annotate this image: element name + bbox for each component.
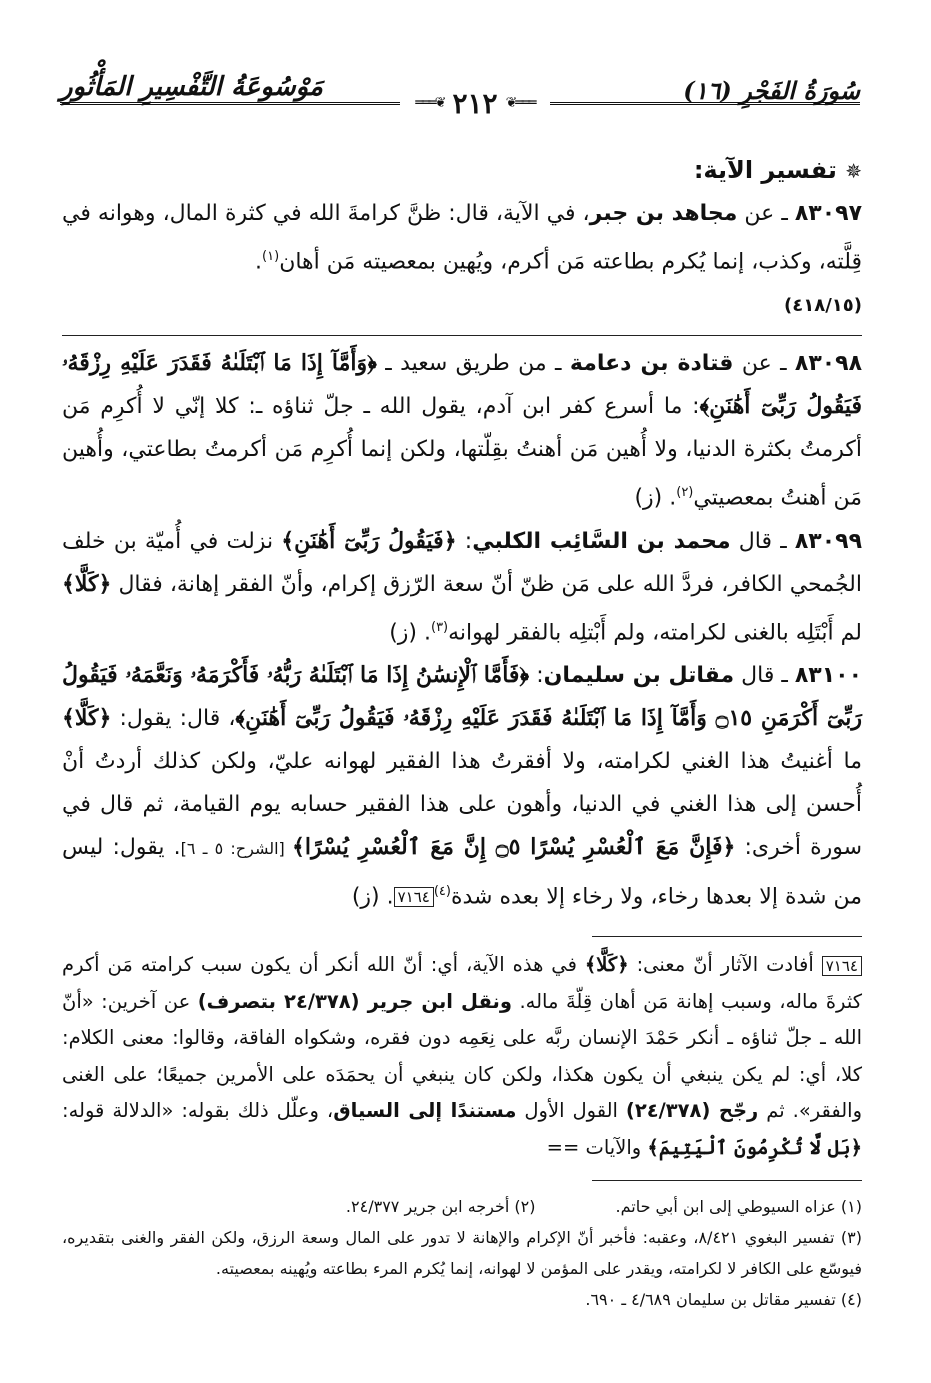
narrator: قتادة بن دعامة — [569, 351, 734, 377]
footnote-marker[interactable]: (٣) — [430, 619, 449, 635]
commentary-number-box: ٧١٦٤ — [822, 956, 862, 976]
narrator: محمد بن السَّائِب الكلبي — [472, 528, 731, 554]
quran-verse: ﴿بَل لَّا تُكْرِمُونَ ٱلْيَتِيمَ﴾ — [647, 1135, 862, 1159]
star-ornament-icon: ✵ — [845, 159, 862, 183]
footnote-marker[interactable]: (١) — [262, 249, 280, 264]
volume-reference: (٤١٨/١٥) — [784, 295, 862, 317]
entry-number: ٨٣٠٩٧ — [794, 201, 862, 226]
footnote-1: (١) عزاه السيوطي إلى ابن أبي حاتم. — [615, 1197, 862, 1217]
page-number-ornament — [400, 86, 550, 120]
page-body — [62, 148, 862, 1315]
quran-verse: ﴿كَلَّا﴾ — [584, 953, 629, 977]
footnote-3: (٣) تفسير البغوي ٨/٤٢١، وعقبه: فأخبر أنّ الإكرام والإهانة لا تدور على المال وسعة الرزق، ولكن الفقر والغنى بتقديره، فيوسّع على الكافر لا لكرامته، ويقدر على المؤمن لا لهوانه، إنما يُكرم المرء بطاعته ويُهينه بمعصيته. — [62, 1228, 862, 1279]
commentary-divider — [592, 936, 862, 937]
quran-verse: ﴿فَإِنَّ مَعَ ٱلْعُسْرِ يُسْرًا ۝٥ إِنَّ مَعَ ٱلْعُسْرِ يُسْرًا﴾ — [292, 833, 736, 860]
entry-number: ٨٣٠٩٨ — [794, 351, 863, 377]
footnote-4: (٤) تفسير مقاتل بن سليمان ٤/٦٨٩ ـ ٦٩٠. — [585, 1290, 862, 1310]
footnote-2: (٢) أخرجه ابن جرير ٢٤/٣٧٧. — [345, 1197, 536, 1217]
book-title: مَوْسُوعَةُ التَّفْسِيرِ المَأْثُورِ — [60, 72, 323, 102]
commentary-link-box[interactable]: ٧١٦٤ — [394, 887, 434, 907]
entry-83100: ٨٣١٠٠ ـ قال مقاتل بن سليمان: ﴿فَأَمَّا ٱلْإِنسَٰنُ إِذَا مَا ٱبْتَلَىٰهُ رَبُّهُۥ فَأَكْرَمَهُۥ وَنَعَّمَهُۥ فَيَقُولُ رَبِّىٓ أَكْرَمَنِ ۝١٥ وَأَمَّآ إِذَا مَا ٱبْتَلَىٰهُ فَقَدَرَ عَلَيْهِ رِزْقَهُۥ فَيَقُولُ رَبِّىٓ أَهَٰنَنِ﴾، قال: يقول: ﴿كَلَّا﴾ ما أغنيتُ هذا الغني لكرامته، ولا أفقرتُ هذا الفقير لهوانه عليّ، ولكن كذلك أردتُ أنْ أُحسن إلى هذا الغني في الدنيا، وأهون على هذا الفقير حسابه يوم القيامة، ثم قال في سورة أخرى: ﴿فَإِنَّ مَعَ ٱلْعُسْرِ يُسْرًا ۝٥ إِنَّ مَعَ ٱلْعُسْرِ يُسْرًا﴾ [الشرح: ٥ ـ ٦]. يقول: ليس من شدة إلا بعدها رخاء، ولا رخاء إلا بعده شدة$^{(٤)}$٧١٦٤. (ز) — [62, 661, 863, 910]
flourish-left-icon: ═══❦ — [415, 95, 445, 111]
flourish-right-icon: ❦═══ — [505, 95, 535, 111]
entry-divider — [62, 335, 862, 336]
quran-verse: ﴿كَلَّا﴾ — [62, 570, 112, 597]
quran-verse: ﴿فَيَقُولُ رَبِّىٓ أَهَٰنَنِ﴾ — [281, 527, 457, 554]
surah-label: سُورَةُ الفَجْرِ (١٦) — [683, 76, 860, 105]
quran-verse: ﴿وَأَمَّآ إِذَا مَا ٱبْتَلَىٰهُ فَقَدَرَ عَلَيْهِ رِزْقَهُۥ فَيَقُولُ رَبِّىٓ أَهَٰنَنِ﴾ — [62, 350, 862, 420]
footnote-row — [62, 1191, 862, 1222]
quran-verse: ﴿فَأَمَّا ٱلْإِنسَٰنُ إِذَا مَا ٱبْتَلَىٰهُ رَبُّهُۥ فَأَكْرَمَهُۥ وَنَعَّمَهُۥ فَيَقُولُ رَبِّىٓ أَكْرَمَنِ ۝١٥ وَأَمَّآ إِذَا مَا ٱبْتَلَىٰهُ فَقَدَرَ عَلَيْهِ رِزْقَهُۥ فَيَقُولُ رَبِّىٓ أَهَٰنَنِ﴾ — [62, 661, 862, 731]
entry-83098: ٨٣٠٩٨ ـ عن قتادة بن دعامة ـ من طريق سعيد ـ ﴿وَأَمَّآ إِذَا مَا ٱبْتَلَىٰهُ فَقَدَرَ عَلَيْهِ رِزْقَهُۥ فَيَقُولُ رَبِّىٓ أَهَٰنَنِ﴾: ما أسرع كفر ابن آدم، يقول الله ـ جلّ ثناؤه ـ: كلا إنّي لا أُكرِم مَن أكرمتُ بكثرة الدنيا، ولا أُهين مَن أهنتُ بقِلّتها، ولكن إنما أُكرِم مَن أكرمتُ بطاعتي، وأُهين مَن أهنتُ بمعصيتي$^{(٢)}$. (ز) — [62, 350, 863, 511]
footnote-marker[interactable]: (٢) — [676, 485, 694, 501]
footnote-divider — [592, 1180, 862, 1181]
entry-number: ٨٣١٠٠ — [794, 662, 863, 688]
page-number: ٢١٢ — [452, 86, 498, 120]
footnote-marker[interactable]: (٤) — [433, 883, 451, 899]
running-header — [60, 58, 860, 118]
section-heading: ✵ تفسير الآية: — [693, 156, 862, 184]
quran-verse: ﴿كَلَّا﴾ — [62, 704, 112, 731]
commentary-note: ٧١٦٤ أفادت الآثار أنّ معنى: ﴿كَلَّا﴾ في هذه الآية، أي: أنّ الله أنكر أن يكون سبب كرامته مَن أكرم كثرةَ ماله، وسبب إهانة مَن أهان قِلّةَ ماله. ونقل ابن جرير (٢٤/٣٧٨ بتصرف) عن آخرين: «أنّ الله ـ جلّ ثناؤه ـ أنكر حَمْدَ الإنسان ربَّه على نِعَمِه دون فقره، وشكواه الفاقة، وقالوا: معنى الكلام: كلا، أي: لم يكن ينبغي أن يكون هكذا، ولكن كان ينبغي أن يحمَدَه على الأمرين جميعًا؛ على الغنى والفقر». ثم رجّح (٢٤/٣٧٨) القول الأول مستندًا إلى السياق، وعلّل ذلك بقوله: «الدلالة قوله: ﴿بَل لَّا تُكْرِمُونَ ٱلْيَتِيمَ﴾ والآيات == — [62, 953, 863, 1159]
narrator: مجاهد بن جبر — [589, 201, 738, 226]
surah-citation: [الشرح: ٥ ـ ٦] — [180, 838, 292, 858]
entry-83097: ٨٣٠٩٧ ـ عن مجاهد بن جبر، في الآية، قال: ظنَّ كرامةَ الله في كثرة المال، وهوانه في قِلَّته، وكذب، إنما يُكرم بطاعته مَن أكرم، ويُهين بمعصيته مَن أهان$^{(١)}$. (٤١٨/١٥) — [62, 201, 862, 317]
narrator: مقاتل بن سليمان — [543, 662, 735, 688]
entry-83099: ٨٣٠٩٩ ـ قال محمد بن السَّائِب الكلبي: ﴿فَيَقُولُ رَبِّىٓ أَهَٰنَنِ﴾ نزلت في أُميّة بن خلف الجُمحي الكافر، فردَّ الله على مَن ظنّ أنّ سعة الرّزق إكرام، وأنّ الفقر إهانة، فقال ﴿كَلَّا﴾ لم أَبْتَلِه بالغنى لكرامته، ولم أَبْتلِه بالفقر لهوانه$^{(٣)}$. (ز) — [62, 527, 862, 645]
entry-number: ٨٣٠٩٩ — [794, 528, 862, 554]
